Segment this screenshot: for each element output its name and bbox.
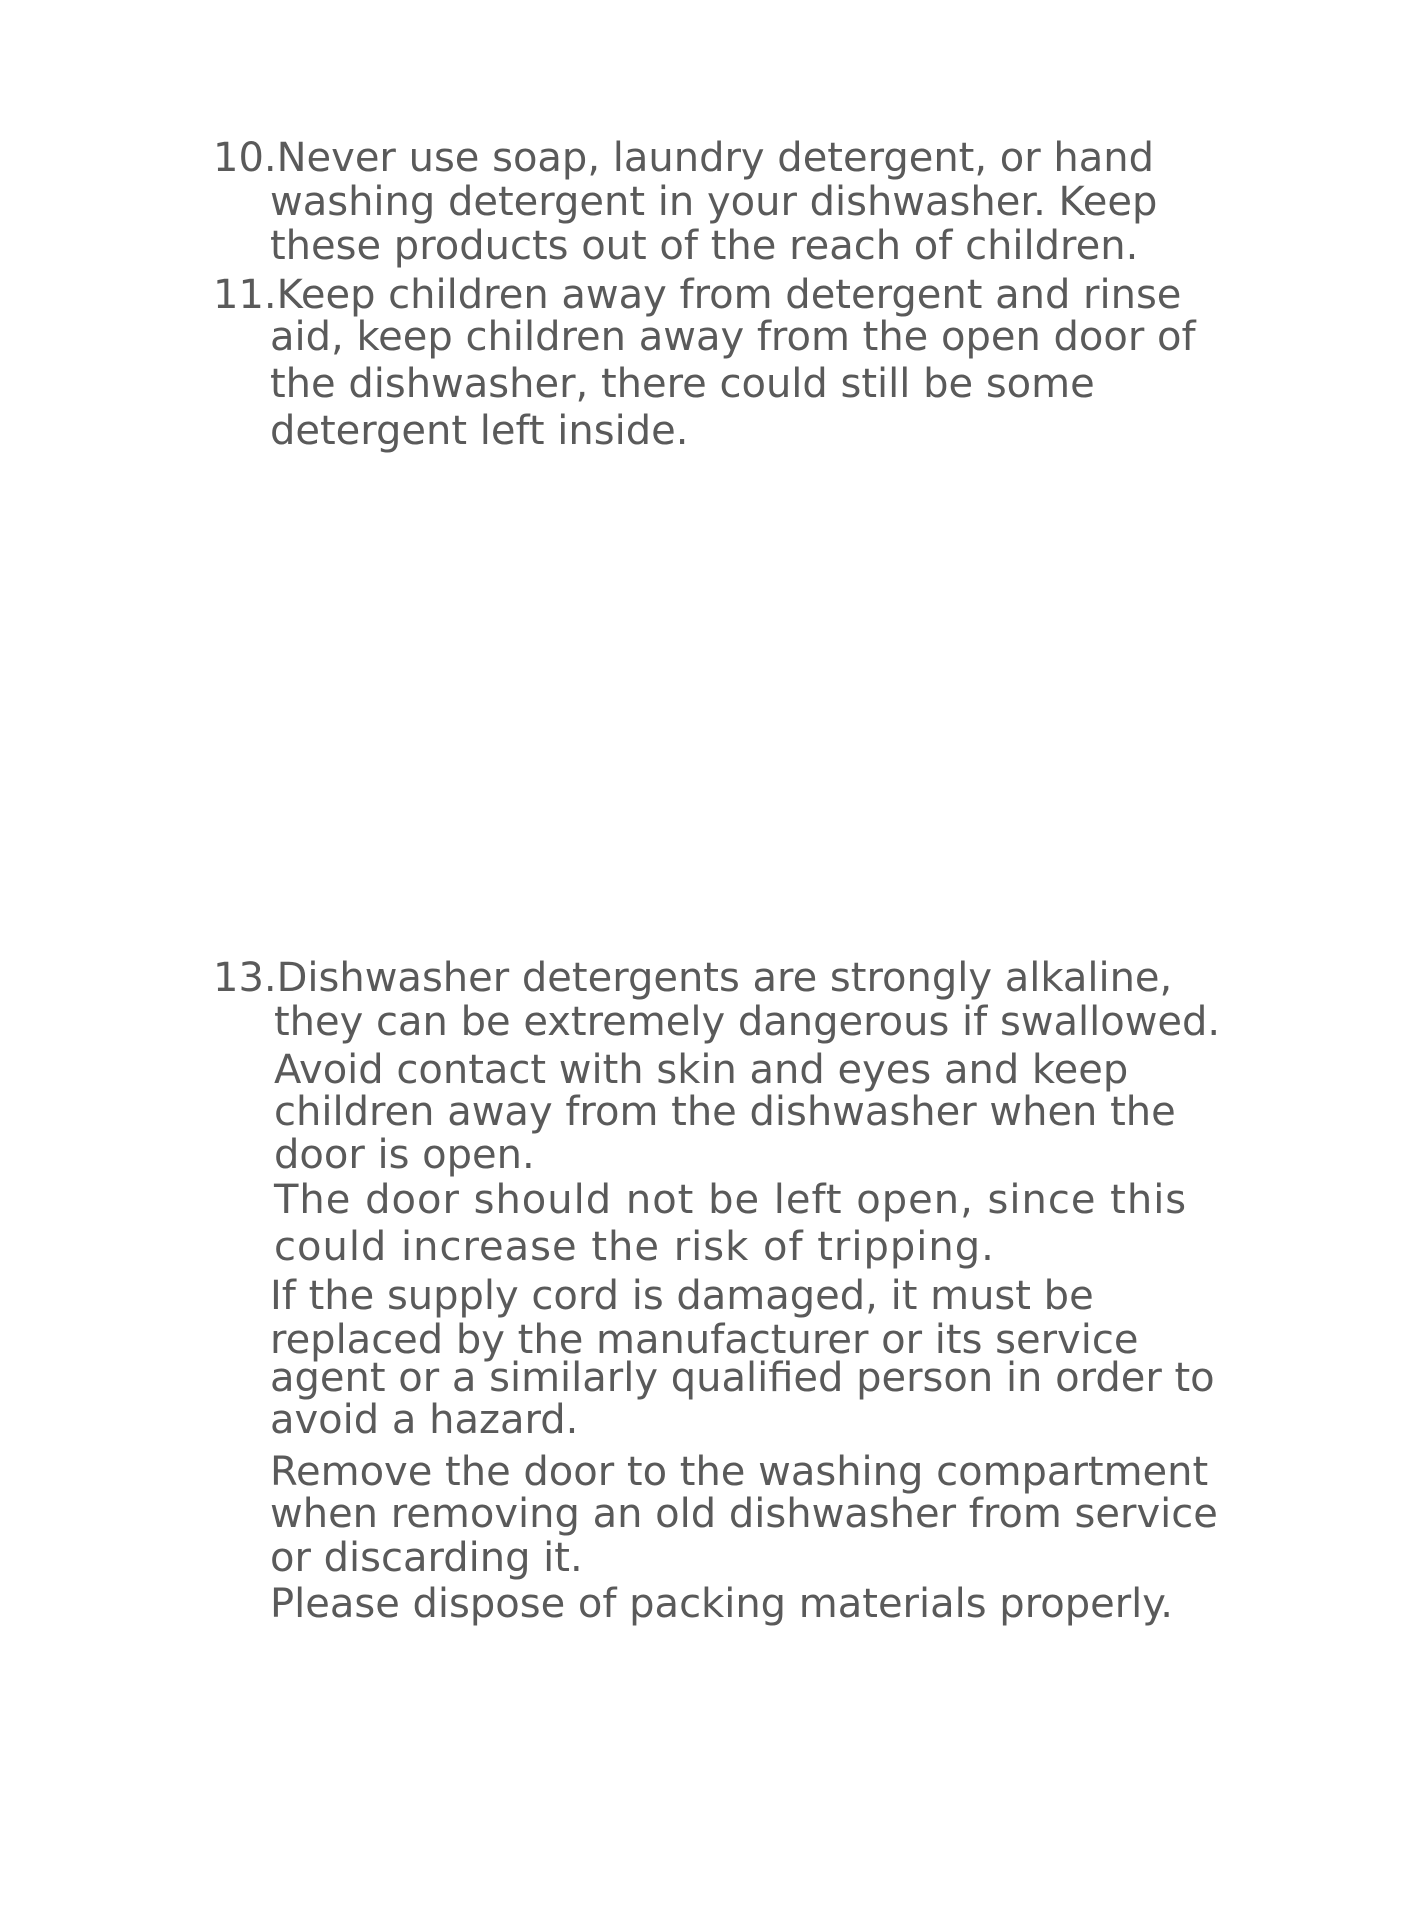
item-11-line-2: aid, keep children away from the open door of (270, 314, 1196, 360)
item-13-line-7: could increase the risk of tripping. (274, 1224, 995, 1270)
item-13-line-6: The door should not be left open, since this (274, 1177, 1188, 1223)
item-13-line-14: or discarding it. (270, 1535, 583, 1581)
item-13-line-13: when removing an old dishwasher from service (270, 1491, 1218, 1537)
item-13-line-2: they can be extremely dangerous if swallowed. (274, 999, 1221, 1045)
item-11-line-4: detergent left inside. (270, 408, 689, 454)
item-13-line-3: Avoid contact with skin and eyes and keep (274, 1047, 1129, 1093)
item-10-line-3: these products out of the reach of children. (270, 223, 1139, 269)
item-11-line-1: 11.Keep children away from detergent and rinse (213, 272, 1182, 318)
item-13-line-9: replaced by the manufacturer or its service (270, 1317, 1139, 1363)
item-13-line-4: children away from the dishwasher when the (274, 1089, 1176, 1135)
item-11-line-3: the dishwasher, there could still be some (270, 361, 1095, 407)
item-10-line-2: washing detergent in your dishwasher. Keep (270, 179, 1158, 225)
item-10-line-1: 10.Never use soap, laundry detergent, or hand (213, 135, 1155, 181)
item-13-line-8: If the supply cord is damaged, it must be (270, 1273, 1094, 1319)
item-13-line-5: door is open. (274, 1132, 535, 1178)
item-13-line-1: 13.Dishwasher detergents are strongly alkaline, (213, 955, 1173, 1001)
item-13-line-10: agent or a similarly qualified person in order to (270, 1355, 1215, 1401)
item-13-line-15: Please dispose of packing materials properly. (270, 1581, 1173, 1627)
item-13-line-11: avoid a hazard. (270, 1397, 579, 1443)
item-13-line-12: Remove the door to the washing compartment (270, 1449, 1209, 1495)
